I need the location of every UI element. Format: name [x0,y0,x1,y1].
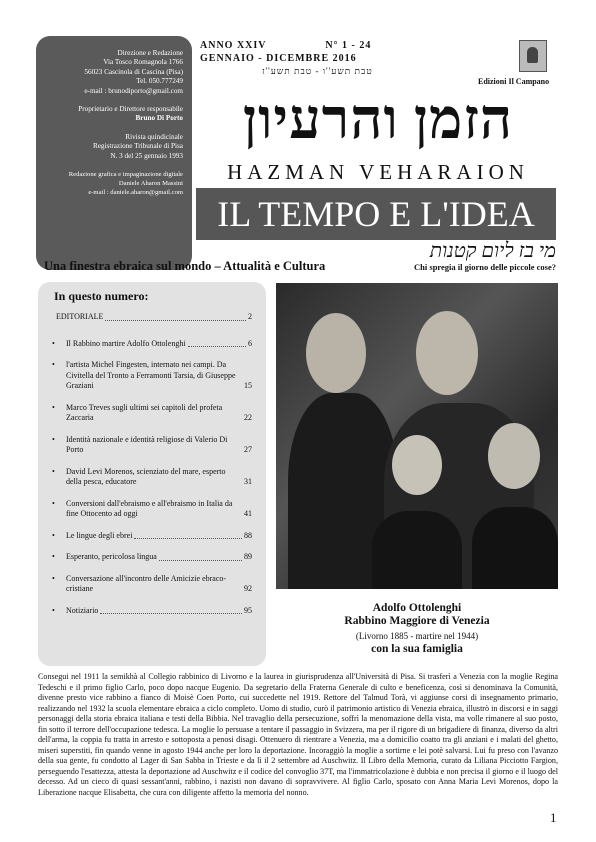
page-number: 1 [550,810,557,825]
dot-leader [100,613,242,614]
toc-item-label: Esperanto, pericolosa lingua [66,552,157,561]
toc-item-label: Identità nazionale e identità religiose di Valerio Di Porto [66,434,228,454]
toc-item-page: 15 [244,381,252,390]
bullet-icon: • [52,498,55,508]
toc-item[interactable] [52,606,252,617]
toc-item-page: 2 [248,312,252,321]
toc-item-page: 41 [244,509,252,518]
latin-title: HAZMAN VEHARAION [227,160,529,184]
hebrew-title: הזמן והרעיון [242,89,514,151]
registration: Registrazione Tribunale di Pisa [92,142,183,151]
toc-item-page: 92 [244,584,252,593]
issue-year: ANNO XXIV [200,40,267,51]
hebrew-date: טבת תשע''ו - טבת תשע''ז [262,66,373,76]
dot-leader [188,346,246,347]
toc-item-label: l'artista Michel Fingesten, internato nei campi. Da Civitella del Tronto a Ferramonti Tarsia, di Giuseppe Graziani [66,360,236,390]
bullet-icon: • [52,466,55,476]
toc-item[interactable] [52,552,252,563]
masthead-info-box [36,36,192,270]
toc-item[interactable] [52,435,252,456]
toc-item[interactable] [52,531,252,542]
graphics-name: Daniele Aharon Massini [118,180,183,188]
toc-item[interactable] [52,312,252,323]
toc-item-page: 22 [244,413,252,422]
article-text: Consegui nel 1911 la semikhà al Collegio rabbinico di Livorno e la laurea in giurisprudenza all'Università di Pisa. Si trasferì a Venezia con la moglie Regina Tedeschi e il primo figlio Carlo, poco dopo nacque Eugenio. Da segretario della Fraterna Generale di culto e beneficenza, così si denominava la Comunità, divenne presto vice rabbino a fianco di Moisè Coen Porto, cui succedette nel 1919. Rettore del Talmud Torà, vi aggiunse corsi di insegnamento primario, realizzando nel 1932 la scuola elementare ebraica a ciclo completo. Uomo di studio, curò il patrimonio artistico di Venezia ebraica, illustrò in discorsi e in saggi personaggi della storia ebraica italiana e testi della Bibbia. Nel travaglio della persecuzione, soffrì la menomazione della vista, ma volle rimanere al suo posto, fin sotto il terrore dell'occupazione tedesca. La moglie lo persuase a tentare il passaggio in Svizzera, ma per il rigore di un brigadiere di finanza, diverso da altri dell'arma, la coppia fu tratta in arresto e sottoposta a penosi disagi. Ottenuero di rientrare a Venezia, ma a domicilio coatto tra gli anziani e i malati del ghetto, miseri superstiti, fin quando venne in agosto 1944 anche per loro la deportazione. Incoraggiò la moglie a sortirne e lei potè salvarsi. Lui fu preso con l'avanzo della sua gente, fu condotto al Lager di San Sabba in Trieste e da lì il 2 settembre ad Auschwitz. Il Libro della Memoria, curato da Liliana Picciotto Fargion, perseguendo l'esattezza, attesta la deportazione ad Auschwitz e il codice del convoglio 37T, ma l'immatricolazione è dubbia e non precisa il giorno e il luogo del decesso. Ad un cieco di quasi sessant'anni, rabbino, i nazisti non davano di sopravvivere. Al figlio Carlo, sposato con Anna Maria Levi Morenos, dopo la Liberazione nacque Elisabetta, che cura con diligente affetto la memoria del nonno. [38,672,558,797]
owner-name: Bruno Di Porto [135,114,183,123]
toc-item[interactable] [52,339,252,350]
toc-item-page: 89 [244,552,252,561]
bullet-icon: • [52,605,55,615]
toc-item-label: Conversioni dall'ebraismo e all'ebraismo in Italia da fine Ottocento ad oggi [66,498,233,518]
caption-name: Adolfo Ottolenghi [372,602,462,614]
bullet-icon: • [52,573,55,583]
caption-role: Rabbino Maggiore di Venezia [344,615,490,627]
toc-item[interactable] [52,360,252,392]
bullet-icon: • [52,402,55,412]
toc-item-label: Conversazione all'incontro delle Amicizie ebraco-cristiane [66,573,227,593]
graphics-email: e-mail : daniele.aharon@gmail.com [88,189,183,197]
toc-item-page: 31 [244,477,252,486]
table-of-contents [38,282,266,666]
dot-leader [105,320,246,321]
address-line: 56023 Cascinola di Cascina (Pisa) [84,67,183,76]
motto-italian: Chi spregia il giorno delle piccole cose? [414,262,556,272]
graphics-label: Redazione grafica e impaginazione digitale [68,171,183,179]
publisher-logo [519,40,547,72]
email: e-mail : brunodiporto@gmail.com [84,86,183,95]
toc-item-label: David Levi Morenos, scienziato del mare, esperto della pesca, educatore [66,466,226,486]
toc-item-label: Il Rabbino martire Adolfo Ottolenghi [66,338,186,348]
toc-item-page: 6 [248,338,252,348]
direction-label: Direzione e Redazione [117,49,183,57]
caption-dates: (Livorno 1885 - martire nel 1944) [355,631,479,641]
bullet-icon: • [52,552,55,561]
tagline: Una finestra ebraica sul mondo – Attualità e Cultura [44,259,326,273]
dot-leader [159,560,242,561]
issue-number: N° 1 - 24 [325,40,372,51]
toc-title: In questo numero: [54,289,149,303]
dot-leader [134,538,242,539]
publisher-name: Edizioni Il Campano [478,77,550,86]
toc-item-page: 88 [244,530,252,540]
toc-item-page: 95 [244,605,252,615]
toc-item[interactable] [52,403,252,424]
italian-title: IL TEMPO E L'IDEA [217,194,535,234]
toc-item-label: EDITORIALE [56,312,104,321]
registration: N. 3 del 25 gennaio 1993 [110,151,183,160]
toc-item-page: 27 [244,445,252,454]
toc-item[interactable] [52,467,252,488]
caption-family: con la sua famiglia [371,643,463,655]
issue-period: GENNAIO - DICEMBRE 2016 [200,53,357,64]
owner-label: Proprietario e Direttore responsabile [78,105,183,114]
issue-line [200,40,371,51]
motto-hebrew: מי בז ליום קטנות [429,240,556,262]
address-line: Via Tosco Romagnola 1766 [103,58,183,67]
bullet-icon: • [52,530,55,540]
toc-item-label: Le lingue degli ebrei [66,530,133,540]
phone: Tel. 050.777249 [136,77,183,86]
bullet-icon: • [52,360,55,369]
toc-item-label: Notiziario [66,605,99,615]
toc-item-label: Marco Treves sugli ultimi sei capitoli del profeta Zaccaria [66,402,223,422]
family-photo [276,283,558,589]
toc-list [52,312,252,616]
toc-item[interactable] [52,499,252,520]
periodicity: Rivista quindicinale [125,132,183,141]
bullet-icon: • [52,338,55,348]
toc-item[interactable] [52,574,252,595]
bullet-icon: • [52,434,55,444]
